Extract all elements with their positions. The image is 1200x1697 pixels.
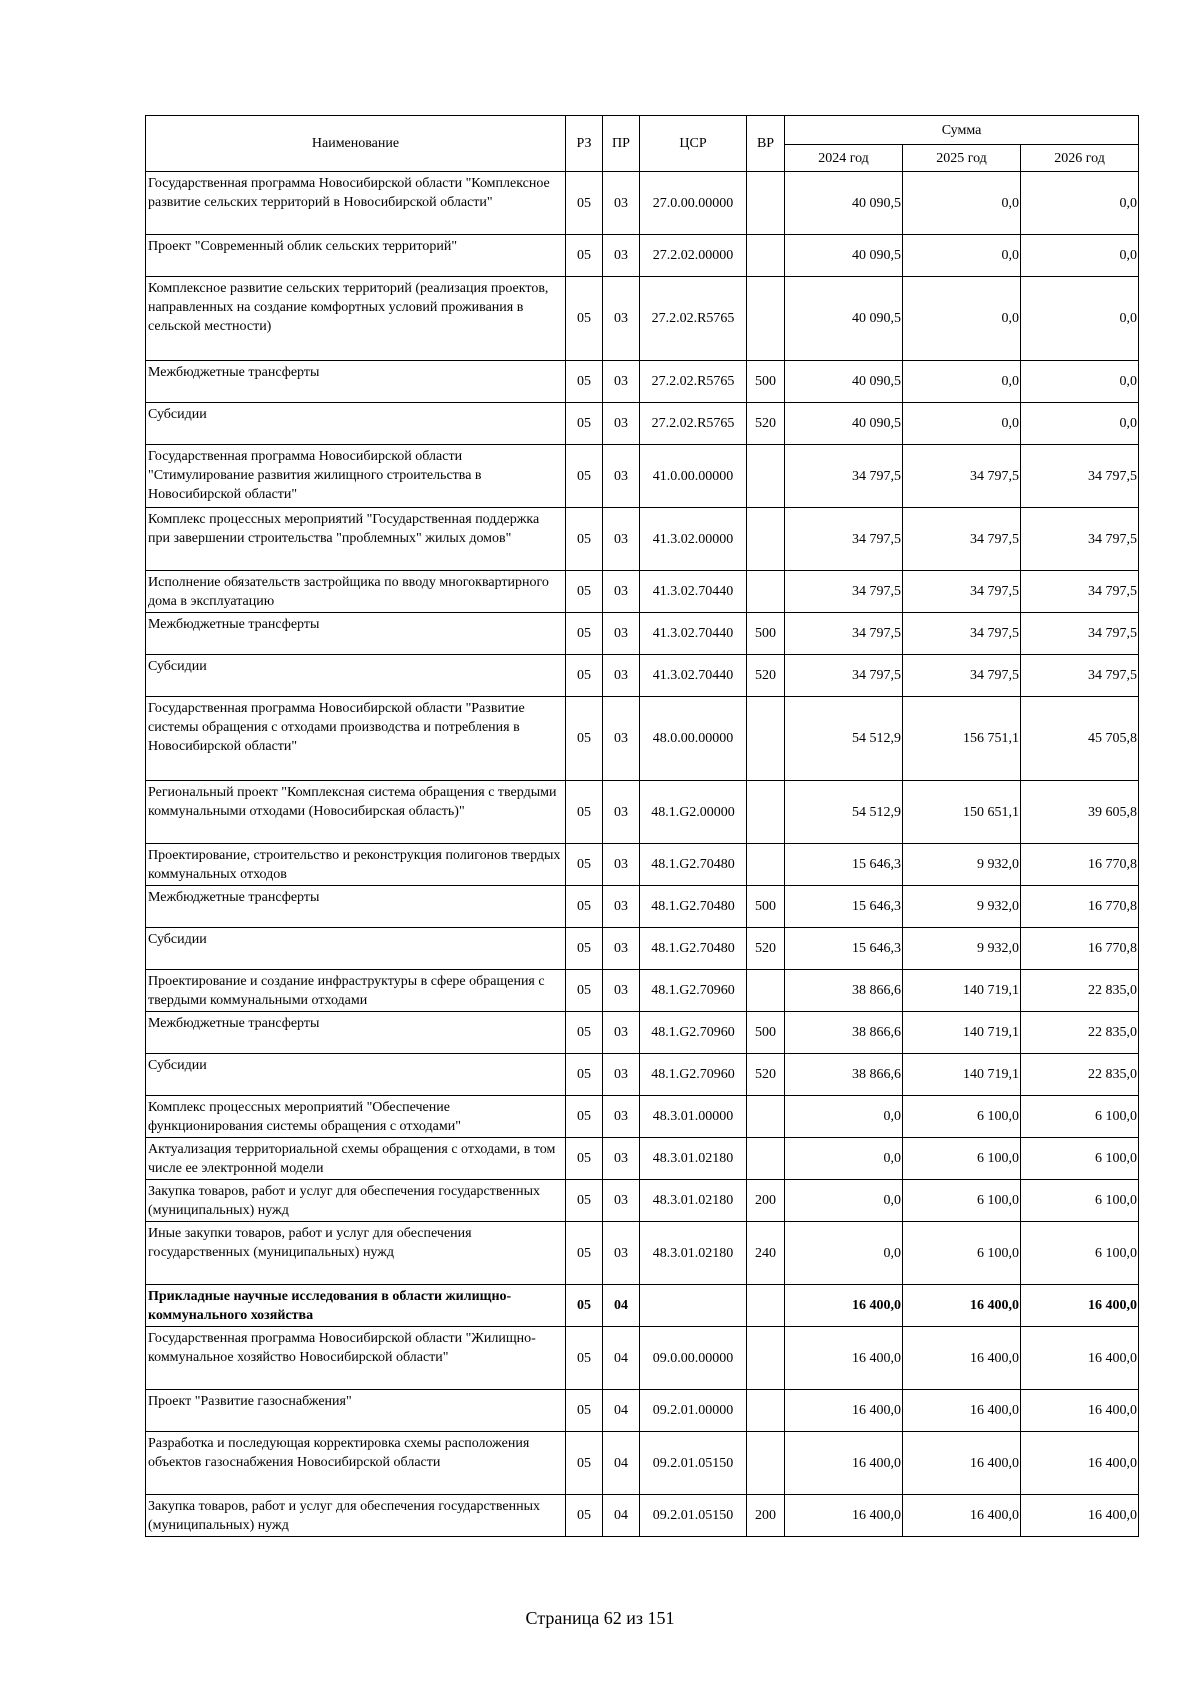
row-vr [747, 1327, 785, 1390]
table-row [146, 781, 1139, 844]
row-csr [640, 1285, 747, 1327]
row-amount-2026: 22 835,0 [1021, 1054, 1139, 1096]
row-amount-2026: 34 797,5 [1021, 445, 1139, 508]
row-amount-2025: 6 100,0 [903, 1180, 1021, 1222]
row-amount-2026: 22 835,0 [1021, 1012, 1139, 1054]
row-amount-2024: 16 400,0 [785, 1495, 903, 1537]
row-name: Государственная программа Новосибирской области "Развитие системы обращения с отходами производства и потребления в Новосибирской области" [146, 697, 566, 781]
row-name: Государственная программа Новосибирской области "Комплексное развитие сельских территорий в Новосибирской области" [146, 172, 566, 235]
row-rz: 05 [566, 844, 603, 886]
row-name: Комплексное развитие сельских территорий (реализация проектов, направленных на создание комфортных условий проживания в сельской местности) [146, 277, 566, 361]
row-pr: 03 [603, 1012, 640, 1054]
table-row [146, 1096, 1139, 1138]
row-name: Комплекс процессных мероприятий "Обеспечение функционирования системы обращения с отходами" [146, 1096, 566, 1138]
row-rz: 05 [566, 235, 603, 277]
row-csr: 09.2.01.05150 [640, 1432, 747, 1495]
row-rz: 05 [566, 1138, 603, 1180]
row-amount-2026: 6 100,0 [1021, 1138, 1139, 1180]
row-vr: 200 [747, 1495, 785, 1537]
row-name: Субсидии [146, 928, 566, 970]
row-pr: 03 [603, 613, 640, 655]
row-amount-2024: 16 400,0 [785, 1327, 903, 1390]
row-amount-2024: 34 797,5 [785, 508, 903, 571]
row-pr: 03 [603, 1180, 640, 1222]
row-amount-2026: 34 797,5 [1021, 613, 1139, 655]
row-rz: 05 [566, 361, 603, 403]
row-amount-2026: 0,0 [1021, 172, 1139, 235]
row-pr: 03 [603, 172, 640, 235]
row-rz: 05 [566, 1096, 603, 1138]
row-vr [747, 1096, 785, 1138]
row-name: Закупка товаров, работ и услуг для обеспечения государственных (муниципальных) нужд [146, 1180, 566, 1222]
row-rz: 05 [566, 886, 603, 928]
row-csr: 48.3.01.02180 [640, 1222, 747, 1285]
table-row [146, 1180, 1139, 1222]
row-rz: 05 [566, 1180, 603, 1222]
row-amount-2024: 0,0 [785, 1138, 903, 1180]
row-vr: 200 [747, 1180, 785, 1222]
row-rz: 05 [566, 1390, 603, 1432]
row-amount-2025: 0,0 [903, 235, 1021, 277]
row-amount-2025: 16 400,0 [903, 1495, 1021, 1537]
row-amount-2024: 34 797,5 [785, 445, 903, 508]
table-row [146, 1054, 1139, 1096]
row-pr: 03 [603, 508, 640, 571]
row-csr: 41.3.02.70440 [640, 571, 747, 613]
row-name: Проект "Развитие газоснабжения" [146, 1390, 566, 1432]
row-amount-2026: 16 400,0 [1021, 1390, 1139, 1432]
row-pr: 03 [603, 277, 640, 361]
row-name: Проект "Современный облик сельских территорий" [146, 235, 566, 277]
row-csr: 09.0.00.00000 [640, 1327, 747, 1390]
row-amount-2025: 156 751,1 [903, 697, 1021, 781]
row-vr [747, 1138, 785, 1180]
row-rz: 05 [566, 403, 603, 445]
row-amount-2024: 15 646,3 [785, 886, 903, 928]
table-row [146, 1432, 1139, 1495]
table-row [146, 1390, 1139, 1432]
row-vr: 500 [747, 361, 785, 403]
row-vr [747, 235, 785, 277]
row-amount-2026: 16 400,0 [1021, 1285, 1139, 1327]
row-rz: 05 [566, 1327, 603, 1390]
row-csr: 41.3.02.70440 [640, 613, 747, 655]
row-csr: 41.3.02.70440 [640, 655, 747, 697]
row-csr: 48.1.G2.70960 [640, 970, 747, 1012]
table-row [146, 571, 1139, 613]
row-name: Закупка товаров, работ и услуг для обеспечения государственных (муниципальных) нужд [146, 1495, 566, 1537]
row-amount-2025: 150 651,1 [903, 781, 1021, 844]
row-amount-2024: 40 090,5 [785, 172, 903, 235]
row-vr: 500 [747, 886, 785, 928]
row-amount-2025: 16 400,0 [903, 1285, 1021, 1327]
row-rz: 05 [566, 1222, 603, 1285]
row-rz: 05 [566, 781, 603, 844]
row-pr: 04 [603, 1432, 640, 1495]
row-vr: 520 [747, 928, 785, 970]
row-amount-2026: 34 797,5 [1021, 508, 1139, 571]
table-row [146, 277, 1139, 361]
row-amount-2026: 0,0 [1021, 403, 1139, 445]
row-amount-2024: 15 646,3 [785, 928, 903, 970]
row-pr: 03 [603, 886, 640, 928]
row-name: Государственная программа Новосибирской области "Жилищно-коммунальное хозяйство Новосибирской области" [146, 1327, 566, 1390]
table-row [146, 172, 1139, 235]
row-rz: 05 [566, 928, 603, 970]
row-pr: 03 [603, 403, 640, 445]
row-amount-2025: 6 100,0 [903, 1096, 1021, 1138]
row-amount-2025: 0,0 [903, 277, 1021, 361]
row-name: Государственная программа Новосибирской области "Стимулирование развития жилищного строительства в Новосибирской области" [146, 445, 566, 508]
row-csr: 27.0.00.00000 [640, 172, 747, 235]
row-pr: 03 [603, 928, 640, 970]
table-row [146, 886, 1139, 928]
row-amount-2025: 16 400,0 [903, 1432, 1021, 1495]
table-row [146, 655, 1139, 697]
row-vr: 520 [747, 1054, 785, 1096]
row-csr: 27.2.02.R5765 [640, 361, 747, 403]
row-amount-2024: 15 646,3 [785, 844, 903, 886]
row-pr: 03 [603, 697, 640, 781]
row-pr: 04 [603, 1495, 640, 1537]
row-amount-2026: 16 770,8 [1021, 886, 1139, 928]
table-row [146, 928, 1139, 970]
row-amount-2025: 9 932,0 [903, 928, 1021, 970]
row-pr: 03 [603, 655, 640, 697]
row-vr [747, 172, 785, 235]
row-vr [747, 781, 785, 844]
row-name: Проектирование, строительство и реконструкция полигонов твердых коммунальных отходов [146, 844, 566, 886]
row-vr: 520 [747, 403, 785, 445]
row-csr: 09.2.01.05150 [640, 1495, 747, 1537]
table-row [146, 361, 1139, 403]
row-csr: 27.2.02.R5765 [640, 277, 747, 361]
row-amount-2025: 9 932,0 [903, 886, 1021, 928]
row-vr [747, 697, 785, 781]
row-pr: 03 [603, 1138, 640, 1180]
row-rz: 05 [566, 1432, 603, 1495]
row-pr: 03 [603, 445, 640, 508]
table-row [146, 613, 1139, 655]
row-pr: 03 [603, 1096, 640, 1138]
row-rz: 05 [566, 1495, 603, 1537]
row-amount-2025: 140 719,1 [903, 1012, 1021, 1054]
row-name: Иные закупки товаров, работ и услуг для обеспечения государственных (муниципальных) нужд [146, 1222, 566, 1285]
row-rz: 05 [566, 1285, 603, 1327]
row-amount-2025: 34 797,5 [903, 445, 1021, 508]
row-name: Межбюджетные трансферты [146, 613, 566, 655]
row-amount-2025: 0,0 [903, 172, 1021, 235]
row-amount-2026: 22 835,0 [1021, 970, 1139, 1012]
row-name: Комплекс процессных мероприятий "Государственная поддержка при завершении строительства "проблемных" жилых домов" [146, 508, 566, 571]
row-amount-2025: 140 719,1 [903, 970, 1021, 1012]
row-vr [747, 844, 785, 886]
row-vr [747, 571, 785, 613]
row-name: Прикладные научные исследования в области жилищно-коммунального хозяйства [146, 1285, 566, 1327]
row-amount-2025: 6 100,0 [903, 1222, 1021, 1285]
table-row [146, 235, 1139, 277]
row-name: Субсидии [146, 1054, 566, 1096]
row-vr: 500 [747, 613, 785, 655]
row-vr [747, 1285, 785, 1327]
header-sum: Сумма [785, 116, 1139, 145]
row-amount-2025: 140 719,1 [903, 1054, 1021, 1096]
row-amount-2024: 38 866,6 [785, 1012, 903, 1054]
row-name: Актуализация территориальной схемы обращения с отходами, в том числе ее электронной модели [146, 1138, 566, 1180]
table-row [146, 1327, 1139, 1390]
row-rz: 05 [566, 613, 603, 655]
row-amount-2026: 0,0 [1021, 277, 1139, 361]
row-amount-2025: 16 400,0 [903, 1390, 1021, 1432]
header-vr: ВР [747, 116, 785, 172]
table-row [146, 1285, 1139, 1327]
row-amount-2025: 6 100,0 [903, 1138, 1021, 1180]
row-amount-2026: 34 797,5 [1021, 571, 1139, 613]
row-name: Субсидии [146, 655, 566, 697]
table-row [146, 445, 1139, 508]
header-csr: ЦСР [640, 116, 747, 172]
row-rz: 05 [566, 1054, 603, 1096]
row-csr: 27.2.02.R5765 [640, 403, 747, 445]
row-csr: 48.1.G2.70960 [640, 1054, 747, 1096]
row-pr: 04 [603, 1327, 640, 1390]
row-amount-2024: 38 866,6 [785, 1054, 903, 1096]
row-pr: 03 [603, 1222, 640, 1285]
row-amount-2024: 34 797,5 [785, 613, 903, 655]
row-pr: 03 [603, 844, 640, 886]
row-pr: 03 [603, 1054, 640, 1096]
row-rz: 05 [566, 445, 603, 508]
table-body [146, 172, 1139, 1537]
row-csr: 48.1.G2.70480 [640, 928, 747, 970]
row-amount-2026: 39 605,8 [1021, 781, 1139, 844]
row-rz: 05 [566, 571, 603, 613]
header-year-2026: 2026 год [1021, 145, 1139, 172]
row-amount-2025: 0,0 [903, 361, 1021, 403]
header-rz: РЗ [566, 116, 603, 172]
row-pr: 04 [603, 1285, 640, 1327]
row-pr: 03 [603, 235, 640, 277]
row-rz: 05 [566, 508, 603, 571]
row-csr: 27.2.02.00000 [640, 235, 747, 277]
row-csr: 48.1.G2.00000 [640, 781, 747, 844]
row-amount-2025: 0,0 [903, 403, 1021, 445]
row-csr: 48.3.01.02180 [640, 1138, 747, 1180]
row-rz: 05 [566, 172, 603, 235]
row-amount-2025: 34 797,5 [903, 655, 1021, 697]
row-amount-2024: 16 400,0 [785, 1432, 903, 1495]
budget-table [145, 115, 1139, 1537]
row-csr: 48.1.G2.70480 [640, 844, 747, 886]
row-pr: 03 [603, 781, 640, 844]
row-rz: 05 [566, 970, 603, 1012]
row-amount-2024: 16 400,0 [785, 1390, 903, 1432]
row-rz: 05 [566, 655, 603, 697]
table-row [146, 1495, 1139, 1537]
row-csr: 48.3.01.02180 [640, 1180, 747, 1222]
row-amount-2026: 45 705,8 [1021, 697, 1139, 781]
row-vr: 520 [747, 655, 785, 697]
row-amount-2024: 0,0 [785, 1096, 903, 1138]
row-vr: 500 [747, 1012, 785, 1054]
row-csr: 48.1.G2.70480 [640, 886, 747, 928]
row-amount-2024: 0,0 [785, 1222, 903, 1285]
row-rz: 05 [566, 277, 603, 361]
row-csr: 41.3.02.00000 [640, 508, 747, 571]
row-pr: 04 [603, 1390, 640, 1432]
row-amount-2024: 40 090,5 [785, 403, 903, 445]
row-amount-2025: 9 932,0 [903, 844, 1021, 886]
table-row [146, 1222, 1139, 1285]
row-name: Разработка и последующая корректировка схемы расположения объектов газоснабжения Новосибирской области [146, 1432, 566, 1495]
row-amount-2025: 34 797,5 [903, 613, 1021, 655]
row-name: Межбюджетные трансферты [146, 886, 566, 928]
table-row [146, 508, 1139, 571]
row-csr: 41.0.00.00000 [640, 445, 747, 508]
table-row [146, 844, 1139, 886]
table-row [146, 697, 1139, 781]
row-vr [747, 445, 785, 508]
row-amount-2024: 40 090,5 [785, 277, 903, 361]
row-amount-2026: 6 100,0 [1021, 1096, 1139, 1138]
row-name: Межбюджетные трансферты [146, 1012, 566, 1054]
row-pr: 03 [603, 970, 640, 1012]
row-amount-2025: 34 797,5 [903, 571, 1021, 613]
table-row [146, 1012, 1139, 1054]
header-pr: ПР [603, 116, 640, 172]
row-vr [747, 508, 785, 571]
row-rz: 05 [566, 1012, 603, 1054]
row-amount-2026: 16 770,8 [1021, 844, 1139, 886]
table-row [146, 970, 1139, 1012]
row-vr [747, 1390, 785, 1432]
row-csr: 48.1.G2.70960 [640, 1012, 747, 1054]
row-vr [747, 970, 785, 1012]
row-amount-2024: 16 400,0 [785, 1285, 903, 1327]
row-amount-2026: 0,0 [1021, 235, 1139, 277]
row-amount-2024: 38 866,6 [785, 970, 903, 1012]
row-amount-2026: 34 797,5 [1021, 655, 1139, 697]
row-name: Региональный проект "Комплексная система обращения с твердыми коммунальными отходами (Новосибирская область)" [146, 781, 566, 844]
row-pr: 03 [603, 361, 640, 403]
row-amount-2026: 16 400,0 [1021, 1495, 1139, 1537]
row-name: Межбюджетные трансферты [146, 361, 566, 403]
row-pr: 03 [603, 571, 640, 613]
row-csr: 48.0.00.00000 [640, 697, 747, 781]
row-amount-2024: 54 512,9 [785, 697, 903, 781]
row-amount-2026: 16 400,0 [1021, 1327, 1139, 1390]
row-csr: 48.3.01.00000 [640, 1096, 747, 1138]
row-vr: 240 [747, 1222, 785, 1285]
row-amount-2024: 0,0 [785, 1180, 903, 1222]
row-amount-2025: 34 797,5 [903, 508, 1021, 571]
row-csr: 09.2.01.00000 [640, 1390, 747, 1432]
row-amount-2024: 34 797,5 [785, 571, 903, 613]
row-vr [747, 277, 785, 361]
header-name: Наименование [146, 116, 566, 172]
row-amount-2026: 6 100,0 [1021, 1222, 1139, 1285]
row-amount-2024: 40 090,5 [785, 361, 903, 403]
row-amount-2026: 6 100,0 [1021, 1180, 1139, 1222]
row-amount-2026: 16 400,0 [1021, 1432, 1139, 1495]
row-amount-2026: 0,0 [1021, 361, 1139, 403]
row-rz: 05 [566, 697, 603, 781]
row-amount-2026: 16 770,8 [1021, 928, 1139, 970]
header-year-2024: 2024 год [785, 145, 903, 172]
row-amount-2024: 40 090,5 [785, 235, 903, 277]
row-name: Исполнение обязательств застройщика по вводу многоквартирного дома в эксплуатацию [146, 571, 566, 613]
row-name: Субсидии [146, 403, 566, 445]
row-amount-2024: 54 512,9 [785, 781, 903, 844]
row-amount-2025: 16 400,0 [903, 1327, 1021, 1390]
row-vr [747, 1432, 785, 1495]
header-year-2025: 2025 год [903, 145, 1021, 172]
row-name: Проектирование и создание инфраструктуры в сфере обращения с твердыми коммунальными отходами [146, 970, 566, 1012]
table-row [146, 1138, 1139, 1180]
page-number: Страница 62 из 151 [525, 1608, 675, 1628]
table-row [146, 403, 1139, 445]
row-amount-2024: 34 797,5 [785, 655, 903, 697]
